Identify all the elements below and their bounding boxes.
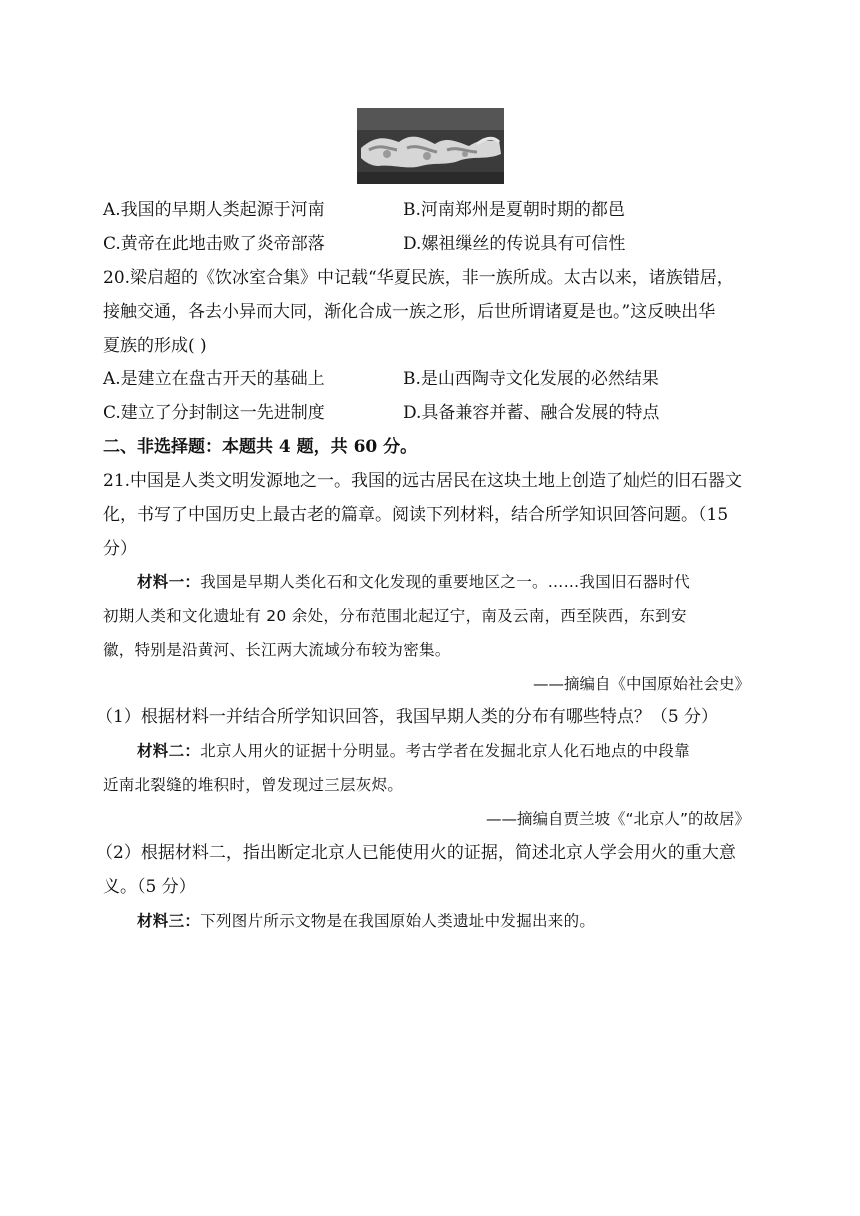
material3-text-1: 下列图片所示文物是在我国原始人类遗址中发掘出来的。 (200, 912, 596, 930)
q21-sub2-line-2: 义。（5 分） (103, 877, 196, 897)
q20-option-a: A.是建立在盘古开天的基础上 (103, 369, 325, 389)
q21-stem-line-1: 21.中国是人类文明发源地之一。我国的远古居民在这块土地上创造了灿烂的旧石器文 (103, 471, 743, 491)
q20-option-d: D.具备兼容并蓄、融合发展的特点 (403, 403, 660, 423)
material1-line-1 (137, 571, 690, 593)
material1-label: 材料一： (137, 573, 201, 591)
q19-option-b: B.河南郑州是夏朝时期的都邑 (403, 200, 625, 220)
q21-sub1: （1）根据材料一并结合所学知识回答，我国早期人类的分布有哪些特点？（5 分） (96, 707, 719, 727)
q20-option-b: B.是山西陶寺文化发展的必然结果 (403, 369, 659, 389)
q20-option-c: C.建立了分封制这一先进制度 (103, 403, 325, 423)
material1-line-2: 初期人类和文化遗址有 20 余处，分布范围北起辽宁，南及云南，西至陕西，东到安 (103, 607, 687, 625)
q20-stem-line-3: 夏族的形成( ) (103, 336, 207, 356)
material2-label: 材料二： (137, 742, 201, 760)
material3-label: 材料三： (137, 912, 201, 930)
q21-stem-line-3: 分） (103, 539, 137, 559)
q21-stem-line-2: 化，书写了中国历史上最古老的篇章。阅读下列材料，结合所学知识回答问题。（15 (103, 505, 729, 525)
q20-stem-line-2: 接触交通，各去小异而大同，渐化合成一族之形，后世所谓诸夏是也。”这反映出华 (103, 302, 716, 322)
material1-source: ——摘编自《中国原始社会史》 (532, 675, 750, 693)
material1-line-3: 徽，特别是沿黄河、长江两大流域分布较为密集。 (103, 641, 451, 659)
q21-sub2-line-1: （2）根据材料二，指出断定北京人已能使用火的证据，简述北京人学会用火的重大意 (96, 843, 736, 863)
artifact-photo (357, 108, 504, 184)
q19-option-d: D.嫘祖缫丝的传说具有可信性 (403, 234, 626, 254)
material2-line-2: 近南北裂缝的堆积时，曾发现过三层灰烬。 (103, 776, 404, 794)
material2-source: ——摘编自贾兰坡《“北京人”的故居》 (485, 810, 750, 828)
material3-line-1 (137, 910, 595, 932)
q19-option-c: C.黄帝在此地击败了炎帝部落 (103, 234, 325, 254)
material2-text-1: 北京人用火的证据十分明显。考古学者在发掘北京人化石地点的中段靠 (200, 742, 691, 760)
q19-option-a: A.我国的早期人类起源于河南 (103, 200, 325, 220)
material1-text-1: 我国是早期人类化石和文化发现的重要地区之一。……我国旧石器时代 (200, 573, 691, 591)
q20-stem-line-1: 20.梁启超的《饮冰室合集》中记载“华夏民族，非一族所成。太古以来，诸族错居， (103, 268, 734, 288)
material2-line-1 (137, 740, 690, 762)
section-heading: 二、非选择题：本题共 4 题，共 60 分。 (103, 437, 418, 457)
artifact-image (357, 108, 504, 184)
